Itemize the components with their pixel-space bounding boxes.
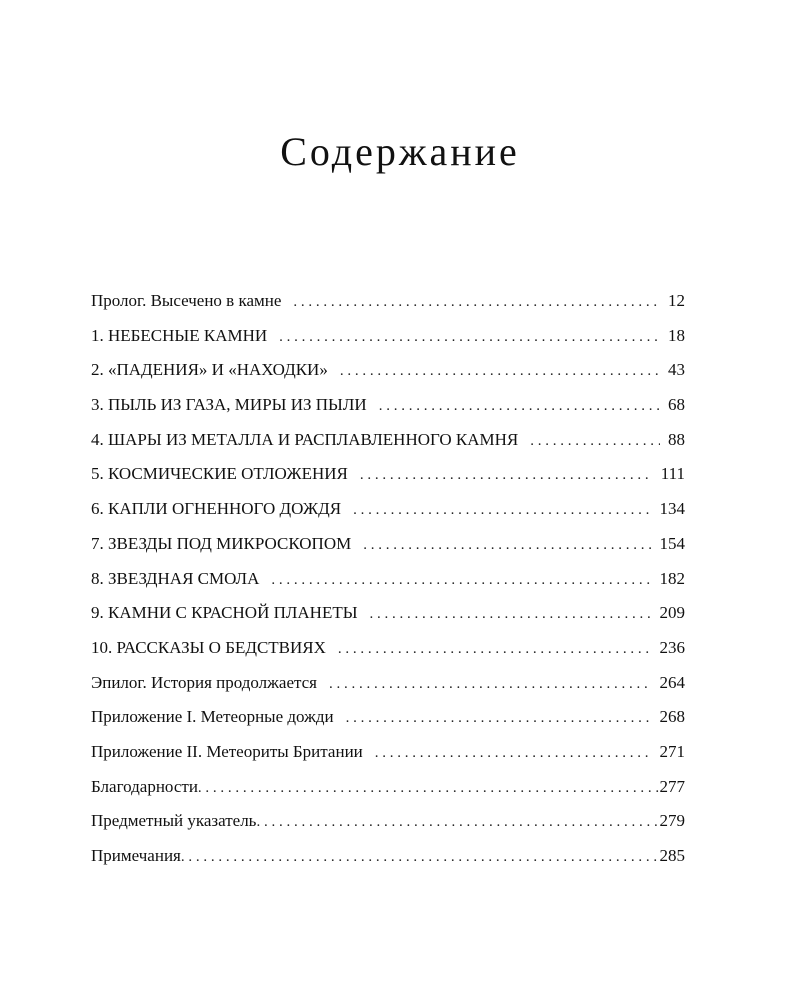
dot-leader — [360, 467, 653, 484]
toc-entry-label: Эпилог. История продолжается — [91, 672, 318, 692]
dot-leader — [338, 641, 652, 658]
toc-entry-page: 12 — [668, 291, 685, 310]
toc-entry-label: Примечания — [91, 846, 181, 865]
dot-leader — [181, 849, 660, 866]
dot-leader — [375, 745, 652, 762]
dot-leader — [198, 780, 660, 797]
toc-entry-page: 264 — [659, 672, 685, 692]
toc-entry-page: 271 — [659, 741, 685, 761]
toc-entry-label: Приложение II. Метеориты Британии — [91, 741, 363, 761]
toc-entry-prologue[interactable] — [91, 291, 685, 326]
toc-entry-chapter-10[interactable] — [91, 638, 685, 673]
toc-entry-chapter-9[interactable] — [91, 603, 685, 638]
table-of-contents — [91, 291, 685, 881]
toc-entry-page: 88 — [668, 429, 685, 449]
dot-leader — [363, 537, 651, 554]
toc-entry-chapter-1[interactable] — [91, 326, 685, 361]
dot-leader — [346, 710, 652, 727]
toc-entry-page: 279 — [659, 811, 685, 831]
dot-leader — [530, 433, 660, 450]
toc-entry-page: 18 — [668, 325, 685, 345]
toc-entry-label: 1. НЕБЕСНЫЕ КАМНИ — [91, 325, 268, 345]
toc-entry-chapter-5[interactable] — [91, 464, 685, 499]
toc-entry-page: 68 — [668, 395, 685, 415]
toc-entry-chapter-4[interactable] — [91, 430, 685, 465]
toc-entry-label: Приложение I. Метеорные дожди — [91, 707, 334, 727]
toc-entry-label: Благодарности — [91, 776, 198, 796]
toc-entry-index[interactable] — [91, 811, 685, 846]
toc-entry-chapter-3[interactable] — [91, 395, 685, 430]
dot-leader — [353, 502, 651, 519]
toc-entry-page: 43 — [668, 360, 685, 380]
toc-entry-page: 209 — [659, 603, 685, 623]
dot-leader — [340, 363, 660, 380]
toc-entry-page: 236 — [659, 637, 685, 657]
toc-entry-label: 4. ШАРЫ ИЗ МЕТАЛЛА И РАСПЛАВЛЕННОГО КАМНЯ — [91, 429, 519, 449]
page-title: Содержание — [280, 129, 520, 174]
toc-entry-label: 2. «ПАДЕНИЯ» И «НАХОДКИ» — [91, 360, 328, 380]
dot-leader — [329, 676, 651, 693]
toc-entry-page: 277 — [659, 776, 685, 796]
dot-leader — [379, 398, 660, 415]
toc-entry-chapter-7[interactable] — [91, 534, 685, 569]
toc-entry-label: 8. ЗВЕЗДНАЯ СМОЛА — [91, 568, 260, 588]
toc-entry-label: 7. ЗВЕЗДЫ ПОД МИКРОСКОПОМ — [91, 533, 352, 553]
dot-leader — [271, 572, 651, 589]
toc-entry-page: 285 — [659, 846, 685, 865]
toc-entry-chapter-2[interactable] — [91, 360, 685, 395]
dot-leader — [279, 329, 660, 346]
toc-entry-epilogue[interactable] — [91, 673, 685, 708]
toc-entry-page: 268 — [659, 707, 685, 727]
toc-entry-label: Предметный указатель — [91, 811, 257, 831]
toc-entry-notes[interactable] — [91, 846, 685, 881]
toc-entry-label: Пролог. Высечено в камне — [91, 291, 282, 310]
dot-leader — [256, 814, 659, 831]
toc-entry-page: 154 — [659, 533, 685, 553]
dot-leader — [370, 606, 652, 623]
toc-entry-page: 134 — [659, 499, 685, 519]
toc-entry-appendix-1[interactable] — [91, 707, 685, 742]
toc-entry-acknowledgements[interactable] — [91, 777, 685, 812]
toc-entry-label: 10. РАССКАЗЫ О БЕДСТВИЯХ — [91, 637, 326, 657]
toc-entry-label: 5. КОСМИЧЕСКИЕ ОТЛОЖЕНИЯ — [91, 464, 348, 484]
toc-entry-page: 182 — [659, 568, 685, 588]
toc-entry-label: 3. ПЫЛЬ ИЗ ГАЗА, МИРЫ ИЗ ПЫЛИ — [91, 395, 367, 415]
toc-entry-appendix-2[interactable] — [91, 742, 685, 777]
toc-entry-chapter-8[interactable] — [91, 569, 685, 604]
toc-entry-chapter-6[interactable] — [91, 499, 685, 534]
toc-entry-label: 6. КАПЛИ ОГНЕННОГО ДОЖДЯ — [91, 499, 342, 519]
toc-entry-page: 111 — [660, 464, 685, 484]
toc-entry-label: 9. КАМНИ С КРАСНОЙ ПЛАНЕТЫ — [91, 603, 358, 623]
dot-leader — [293, 294, 660, 311]
